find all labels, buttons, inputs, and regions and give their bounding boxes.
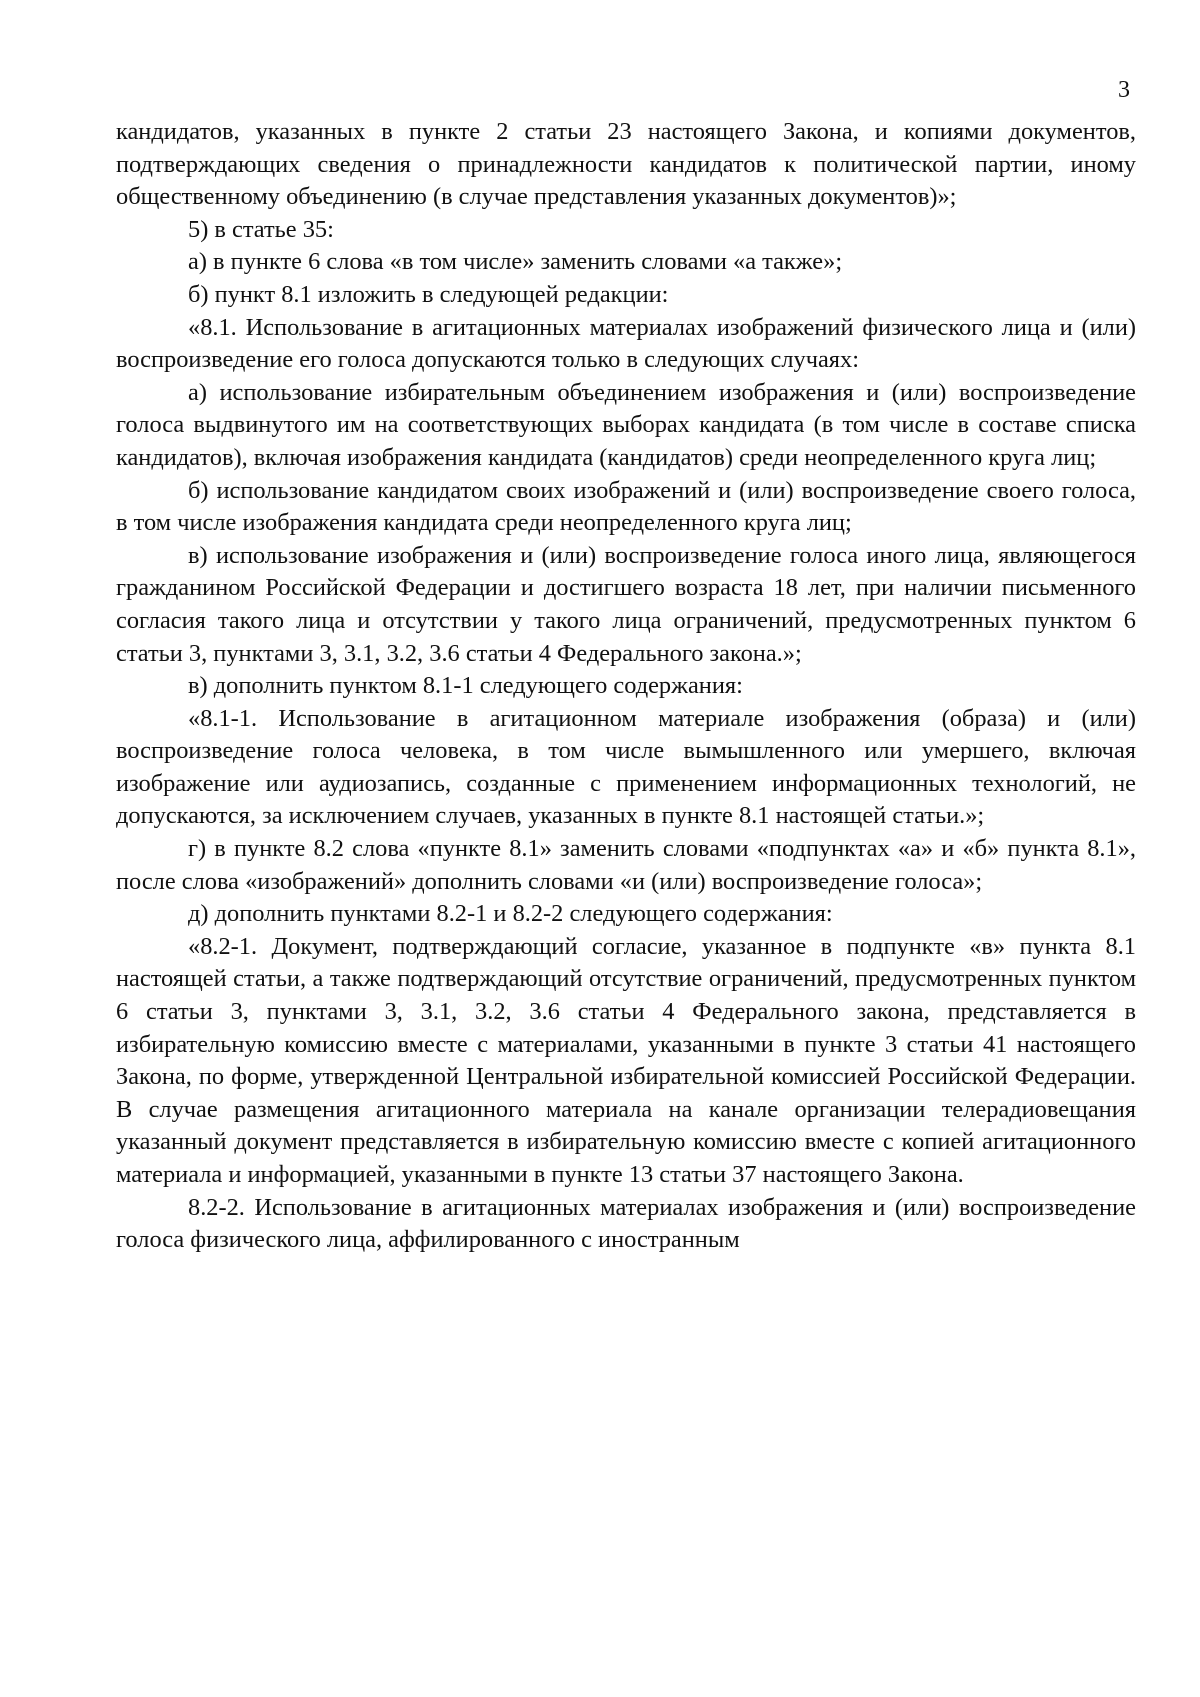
paragraph-13: «8.2-1. Документ, подтверждающий согласие, указанное в подпункте «в» пункта 8.1 настоящей статьи, а также подтверждающий отсутствие ограничений, предусмотренных пунктом 6 статьи 3, пунктами 3, 3.1, 3.2, 3.6 статьи 4 Федерального закона, представляется в избирательную комиссию вместе с материалами, указанными в пункте 3 статьи 41 настоящего Закона, по форме, утвержденной Центральной избирательной комиссией Российской Федерации. В случае размещения агитационного материала на канале организации телерадиовещания указанный документ представляется в избирательную комиссию вместе с копией агитационного материала и информацией, указанными в пункте 13 статьи 37 настоящего Закона. xyxy=(116,932,1136,1188)
paragraph-11: г) в пункте 8.2 слова «пункте 8.1» заменить словами «подпунктах «а» и «б» пункта 8.1», после слова «изображений» дополнить словами «и (или) воспроизведение голоса»; xyxy=(116,835,1136,895)
paragraph-3: а) в пункте 6 слова «в том числе» заменить словами «а также»; xyxy=(188,248,843,276)
paragraph-7: б) использование кандидатом своих изображений и (или) воспроизведение своего голоса, в том числе изображения кандидата среди неопределенного круга лиц; xyxy=(116,476,1136,537)
page-number: 3 xyxy=(1118,77,1130,103)
paragraph-12: д) дополнить пунктами 8.2-1 и 8.2-2 следующего содержания: xyxy=(188,900,833,928)
paragraph-5: «8.1. Использование в агитационных материалах изображений физического лица и (или) воспроизведение его голоса допускаются только в следующих случаях: xyxy=(116,313,1136,374)
paragraph-14: 8.2-2. Использование в агитационных материалах изображения и (или) воспроизведение голоса физического лица, аффилированного с иностранным xyxy=(116,1193,1136,1254)
paragraph-8: в) использование изображения и (или) воспроизведение голоса иного лица, являющегося гражданином Российской Федерации и достигшего возраста 18 лет, при наличии письменного согласия такого лица и отсутствии у такого лица ограничений, предусмотренных пунктом 6 статьи 3, пунктами 3, 3.1, 3.2, 3.6 статьи 4 Федерального закона.»; xyxy=(116,541,1136,667)
paragraph-9: в) дополнить пунктом 8.1-1 следующего содержания: xyxy=(188,672,743,700)
document-body xyxy=(116,116,1136,1257)
paragraph-6: а) использование избирательным объединением изображения и (или) воспроизведение голоса выдвинутого им на соответствующих выборах кандидата (в том числе в составе списка кандидатов), включая изображения кандидата (кандидатов) среди неопределенного круга лиц; xyxy=(116,378,1136,471)
paragraph-4: б) пункт 8.1 изложить в следующей редакции: xyxy=(188,280,669,308)
paragraph-10: «8.1-1. Использование в агитационном материале изображения (образа) и (или) воспроизведение голоса человека, в том числе вымышленного или умершего, включая изображение или аудиозапись, созданные с применением информационных технологий, не допускаются, за исключением случаев, указанных в пункте 8.1 настоящей статьи.»; xyxy=(116,704,1136,830)
paragraph-2: 5) в статье 35: xyxy=(188,215,334,243)
paragraph-1: кандидатов, указанных в пункте 2 статьи 23 настоящего Закона, и копиями документов, подтверждающих сведения о принадлежности кандидатов к политической партии, иному общественному объединению (в случае представления указанных документов)»; xyxy=(116,118,1136,211)
